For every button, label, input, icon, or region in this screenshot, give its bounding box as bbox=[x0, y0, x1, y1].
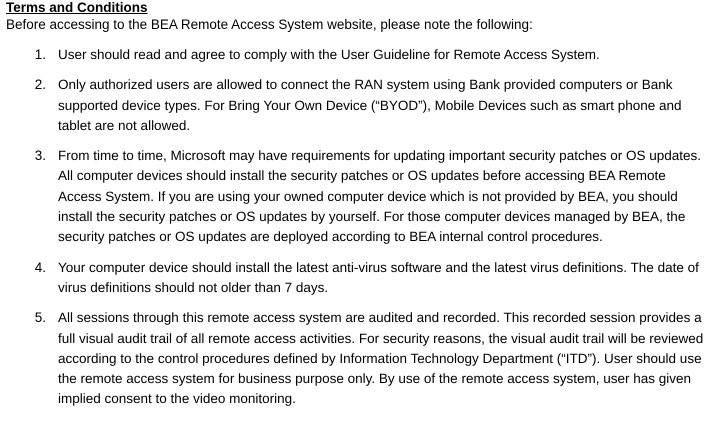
item-text: User should read and agree to comply with the User Guideline for Remote Access System. bbox=[58, 47, 600, 62]
terms-intro: Before accessing to the BEA Remote Access System website, please note the following: bbox=[6, 17, 533, 32]
item-number: 2. bbox=[34, 77, 46, 93]
list-item bbox=[6, 146, 713, 247]
terms-list bbox=[6, 45, 713, 410]
item-text: Only authorized users are allowed to connect the RAN system using Bank provided computers or Bank supported device types. For Bring Your Own Device (“BYOD”), Mobile Devices such as smart phone and tablet are not allowed. bbox=[58, 77, 682, 133]
list-item bbox=[6, 258, 713, 299]
item-number: 3. bbox=[34, 148, 46, 164]
terms-title: Terms and Conditions bbox=[6, 0, 148, 15]
item-number: 5. bbox=[34, 310, 46, 326]
list-item bbox=[6, 75, 713, 136]
list-item bbox=[6, 45, 713, 65]
item-text: Your computer device should install the latest anti-virus software and the latest virus definitions. The date of virus definitions should not older than 7 days. bbox=[58, 259, 699, 295]
item-number: 1. bbox=[34, 47, 46, 62]
item-text: From time to time, Microsoft may have requirements for updating important security patches or OS updates. All computer devices should install the security patches or OS updates before accessing BEA Remote Access System. If you are using your owned computer device which is not provided by BEA, you should install the security patches or OS updates by yourself. For those computer devices managed by BEA, the security patches or OS updates are deployed according to BEA internal control procedures. bbox=[58, 148, 702, 245]
list-item bbox=[6, 308, 713, 409]
item-text: All sessions through this remote access system are audited and recorded. This recorded session provides a full visual audit trail of all remote access activities. For security reasons, the visual audit trail will be reviewed according to the control procedures defined by Information Technology Department (“ITD”). User should use the remote access system for business purpose only. By use of the remote access system, user has given implied consent to the video monitoring. bbox=[58, 310, 704, 407]
item-number: 4. bbox=[34, 259, 46, 275]
